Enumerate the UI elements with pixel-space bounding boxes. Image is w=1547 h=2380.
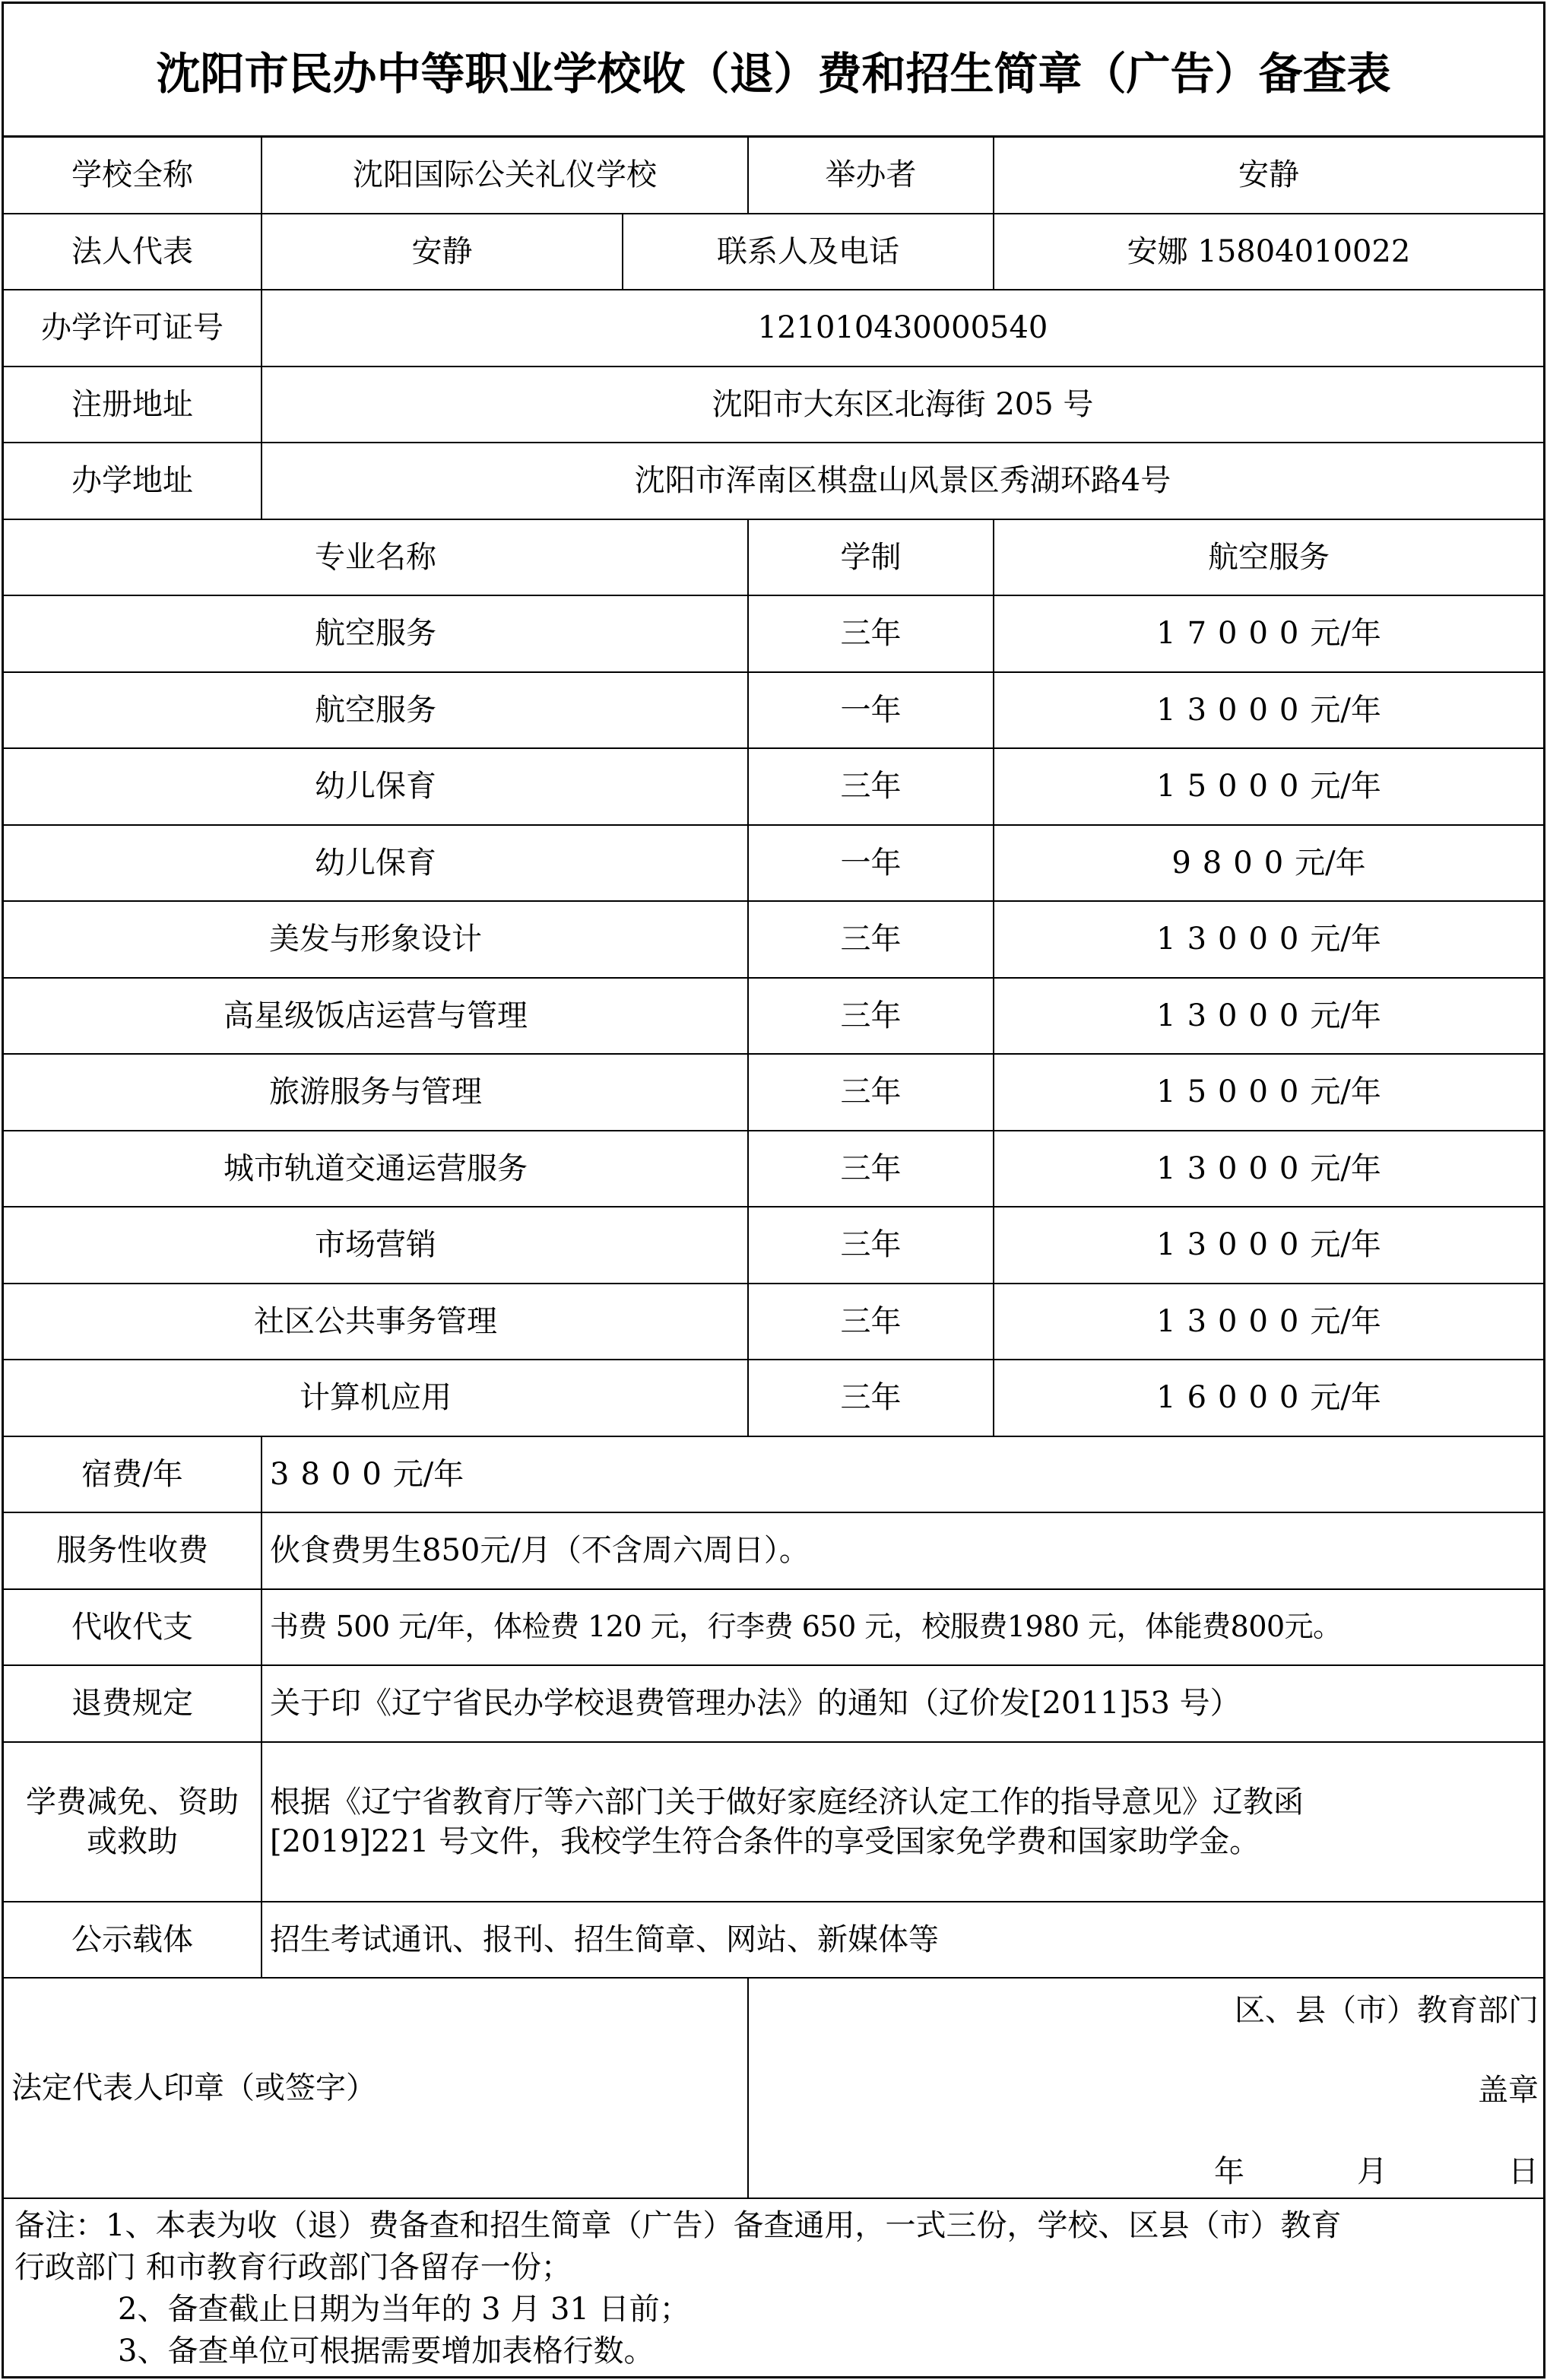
dorm-fee-amount: 3800 (270, 1456, 393, 1492)
major-row (4, 1131, 1543, 1208)
aid-policy-line1: 根据《辽宁省教育厅等六部门关于做好家庭经济认定工作的指导意见》辽教函 (270, 1784, 1304, 1820)
aid-label-line1: 学费减免、资助 (26, 1784, 239, 1820)
major-fee (994, 749, 1543, 824)
service-fee: 伙食费男生850元/月（不含周六周日）。 (270, 1533, 810, 1569)
row-media (4, 1902, 1543, 1979)
dorm-fee (262, 1437, 1543, 1512)
major-fee-amount: 17000 (1156, 616, 1311, 652)
dorm-fee-label: 宿费/年 (4, 1437, 262, 1512)
major-fee-unit: 元/年 (1310, 1074, 1381, 1110)
filing-form (2, 2, 1545, 2378)
address-label: 办学地址 (4, 443, 262, 519)
majors-list (4, 596, 1543, 1437)
major-fee (994, 673, 1543, 748)
major-name: 社区公共事务管理 (4, 1284, 749, 1360)
major-fee-amount: 13000 (1156, 692, 1311, 728)
row-agency-fee (4, 1590, 1543, 1667)
aid-label-line2: 或救助 (87, 1823, 178, 1859)
refund-rule: 关于印《辽宁省民办学校退费管理办法》的通知（辽价发[2011]53 号） (270, 1686, 1241, 1722)
contact: 安娜 15804010022 (1127, 233, 1411, 269)
legal-rep: 安静 (262, 214, 623, 290)
major-fee-unit: 元/年 (1310, 692, 1381, 728)
major-fee (994, 1207, 1543, 1283)
major-fee-amount: 15000 (1156, 769, 1311, 804)
aid-policy-line2: [2019]221 号文件，我校学生符合条件的享受国家免学费和国家助学金。 (270, 1823, 1260, 1859)
school-name-label: 学校全称 (4, 138, 262, 213)
row-refund-rule (4, 1666, 1543, 1743)
row-legal-rep (4, 214, 1543, 291)
major-name: 航空服务 (4, 673, 749, 748)
major-fee (994, 1284, 1543, 1360)
address: 沈阳市浑南区棋盘山风景区秀湖环路4号 (634, 463, 1171, 499)
major-name: 美发与形象设计 (4, 902, 749, 977)
service-fee-label: 服务性收费 (4, 1513, 262, 1588)
major-fee (994, 979, 1543, 1054)
year-label: 年 (1214, 2154, 1244, 2189)
day-label: 日 (1508, 2154, 1539, 2189)
aid-policy (262, 1743, 1543, 1901)
row-dorm-fee (4, 1437, 1543, 1514)
major-name: 计算机应用 (4, 1360, 749, 1436)
major-fee-unit: 元/年 (1310, 1380, 1381, 1416)
major-fee-amount: 13000 (1156, 998, 1311, 1033)
major-name: 旅游服务与管理 (4, 1055, 749, 1130)
legal-signature-field: 法定代表人印章（或签字） (4, 1979, 749, 2198)
note-line2: 行政部门 和市教育行政部门各留存一份； (14, 2250, 572, 2285)
school-name: 沈阳国际公关礼仪学校 (262, 138, 749, 213)
signature-row (4, 1979, 1543, 2199)
major-years: 三年 (749, 1360, 994, 1436)
major-name: 航空服务 (4, 596, 749, 671)
major-fee (994, 902, 1543, 977)
major-name: 幼儿保育 (4, 826, 749, 901)
major-row (4, 1055, 1543, 1131)
reg-address: 沈阳市大东区北海街 205 号 (712, 386, 1094, 422)
note-line1: 备注：1、本表为收（退）费备查和招生简章（广告）备查通用，一式三份，学校、区县（市）教育 (14, 2208, 1342, 2243)
major-fee-unit: 元/年 (1310, 616, 1381, 652)
major-row (4, 673, 1543, 750)
major-fee (994, 596, 1543, 671)
row-school-name (4, 138, 1543, 214)
license-label: 办学许可证号 (4, 290, 262, 366)
major-fee-unit: 元/年 (1310, 1303, 1381, 1339)
major-row (4, 1284, 1543, 1361)
major-years: 三年 (749, 749, 994, 824)
major-row (4, 1360, 1543, 1437)
major-fee-amount: 13000 (1156, 1303, 1311, 1339)
major-fee (994, 826, 1543, 901)
row-aid (4, 1743, 1543, 1902)
major-row (4, 826, 1543, 903)
major-row (4, 902, 1543, 979)
major-years: 一年 (749, 826, 994, 901)
major-years: 一年 (749, 673, 994, 748)
license-number: 121010430000540 (757, 310, 1048, 346)
majors-header-row (4, 520, 1543, 597)
major-fee-unit: 元/年 (1310, 769, 1381, 804)
major-fee-unit: 元/年 (1310, 1227, 1381, 1263)
major-name: 城市轨道交通运营服务 (4, 1131, 749, 1207)
major-years: 三年 (749, 596, 994, 671)
major-years: 三年 (749, 1055, 994, 1130)
fee-header: 航空服务 (1208, 539, 1330, 575)
major-years: 三年 (749, 1207, 994, 1283)
form-title: 沈阳市民办中等职业学校收（退）费和招生简章（广告）备查表 (4, 4, 1543, 138)
media: 招生考试通讯、报刊、招生简章、网站、新媒体等 (270, 1921, 939, 1957)
notes (4, 2199, 1543, 2378)
dept-label: 区、县（市）教育部门 (1235, 1993, 1539, 2028)
years-header: 学制 (749, 520, 994, 595)
major-name: 高星级饭店运营与管理 (4, 979, 749, 1054)
major-name-header: 专业名称 (4, 520, 749, 595)
major-fee-amount: 16000 (1156, 1380, 1311, 1416)
row-license (4, 290, 1543, 367)
major-row (4, 596, 1543, 673)
media-label: 公示载体 (4, 1902, 262, 1978)
major-fee-amount: 13000 (1156, 922, 1311, 957)
major-row (4, 749, 1543, 826)
note-line4: 3、备查单位可根据需要增加表格行数。 (118, 2334, 655, 2369)
major-fee (994, 1131, 1543, 1207)
row-service-fee (4, 1513, 1543, 1590)
row-reg-address (4, 367, 1543, 444)
major-fee (994, 1360, 1543, 1436)
agency-fee-label: 代收代支 (4, 1590, 262, 1665)
aid-label (4, 1743, 262, 1901)
major-row (4, 1207, 1543, 1284)
major-name: 幼儿保育 (4, 749, 749, 824)
organizer-label: 举办者 (749, 138, 994, 213)
reg-address-label: 注册地址 (4, 367, 262, 443)
contact-label: 联系人及电话 (623, 214, 994, 290)
major-fee-amount: 15000 (1156, 1074, 1311, 1110)
major-name: 市场营销 (4, 1207, 749, 1283)
major-fee (994, 1055, 1543, 1130)
major-fee-unit: 元/年 (1310, 998, 1381, 1033)
legal-rep-label: 法人代表 (4, 214, 262, 290)
organizer: 安静 (1238, 157, 1299, 193)
major-row (4, 979, 1543, 1055)
agency-fee: 书费 500 元/年，体检费 120 元，行李费 650 元，校服费1980 元，体能费800元。 (270, 1610, 1342, 1644)
major-fee-unit: 元/年 (1295, 845, 1366, 881)
major-years: 三年 (749, 979, 994, 1054)
major-fee-amount: 13000 (1156, 1150, 1311, 1186)
dept-seal-area (749, 1979, 1543, 2198)
row-address (4, 443, 1543, 520)
note-line3: 2、备查截止日期为当年的 3 月 31 日前； (118, 2292, 690, 2327)
major-years: 三年 (749, 1284, 994, 1360)
seal-label: 盖章 (1478, 2073, 1539, 2108)
month-label: 月 (1357, 2154, 1387, 2189)
major-fee-unit: 元/年 (1310, 1150, 1381, 1186)
major-fee-amount: 9800 (1171, 845, 1295, 881)
major-years: 三年 (749, 902, 994, 977)
major-years: 三年 (749, 1131, 994, 1207)
refund-rule-label: 退费规定 (4, 1666, 262, 1741)
major-fee-amount: 13000 (1156, 1227, 1311, 1263)
major-fee-unit: 元/年 (1310, 922, 1381, 957)
dorm-fee-unit: 元/年 (392, 1456, 464, 1492)
